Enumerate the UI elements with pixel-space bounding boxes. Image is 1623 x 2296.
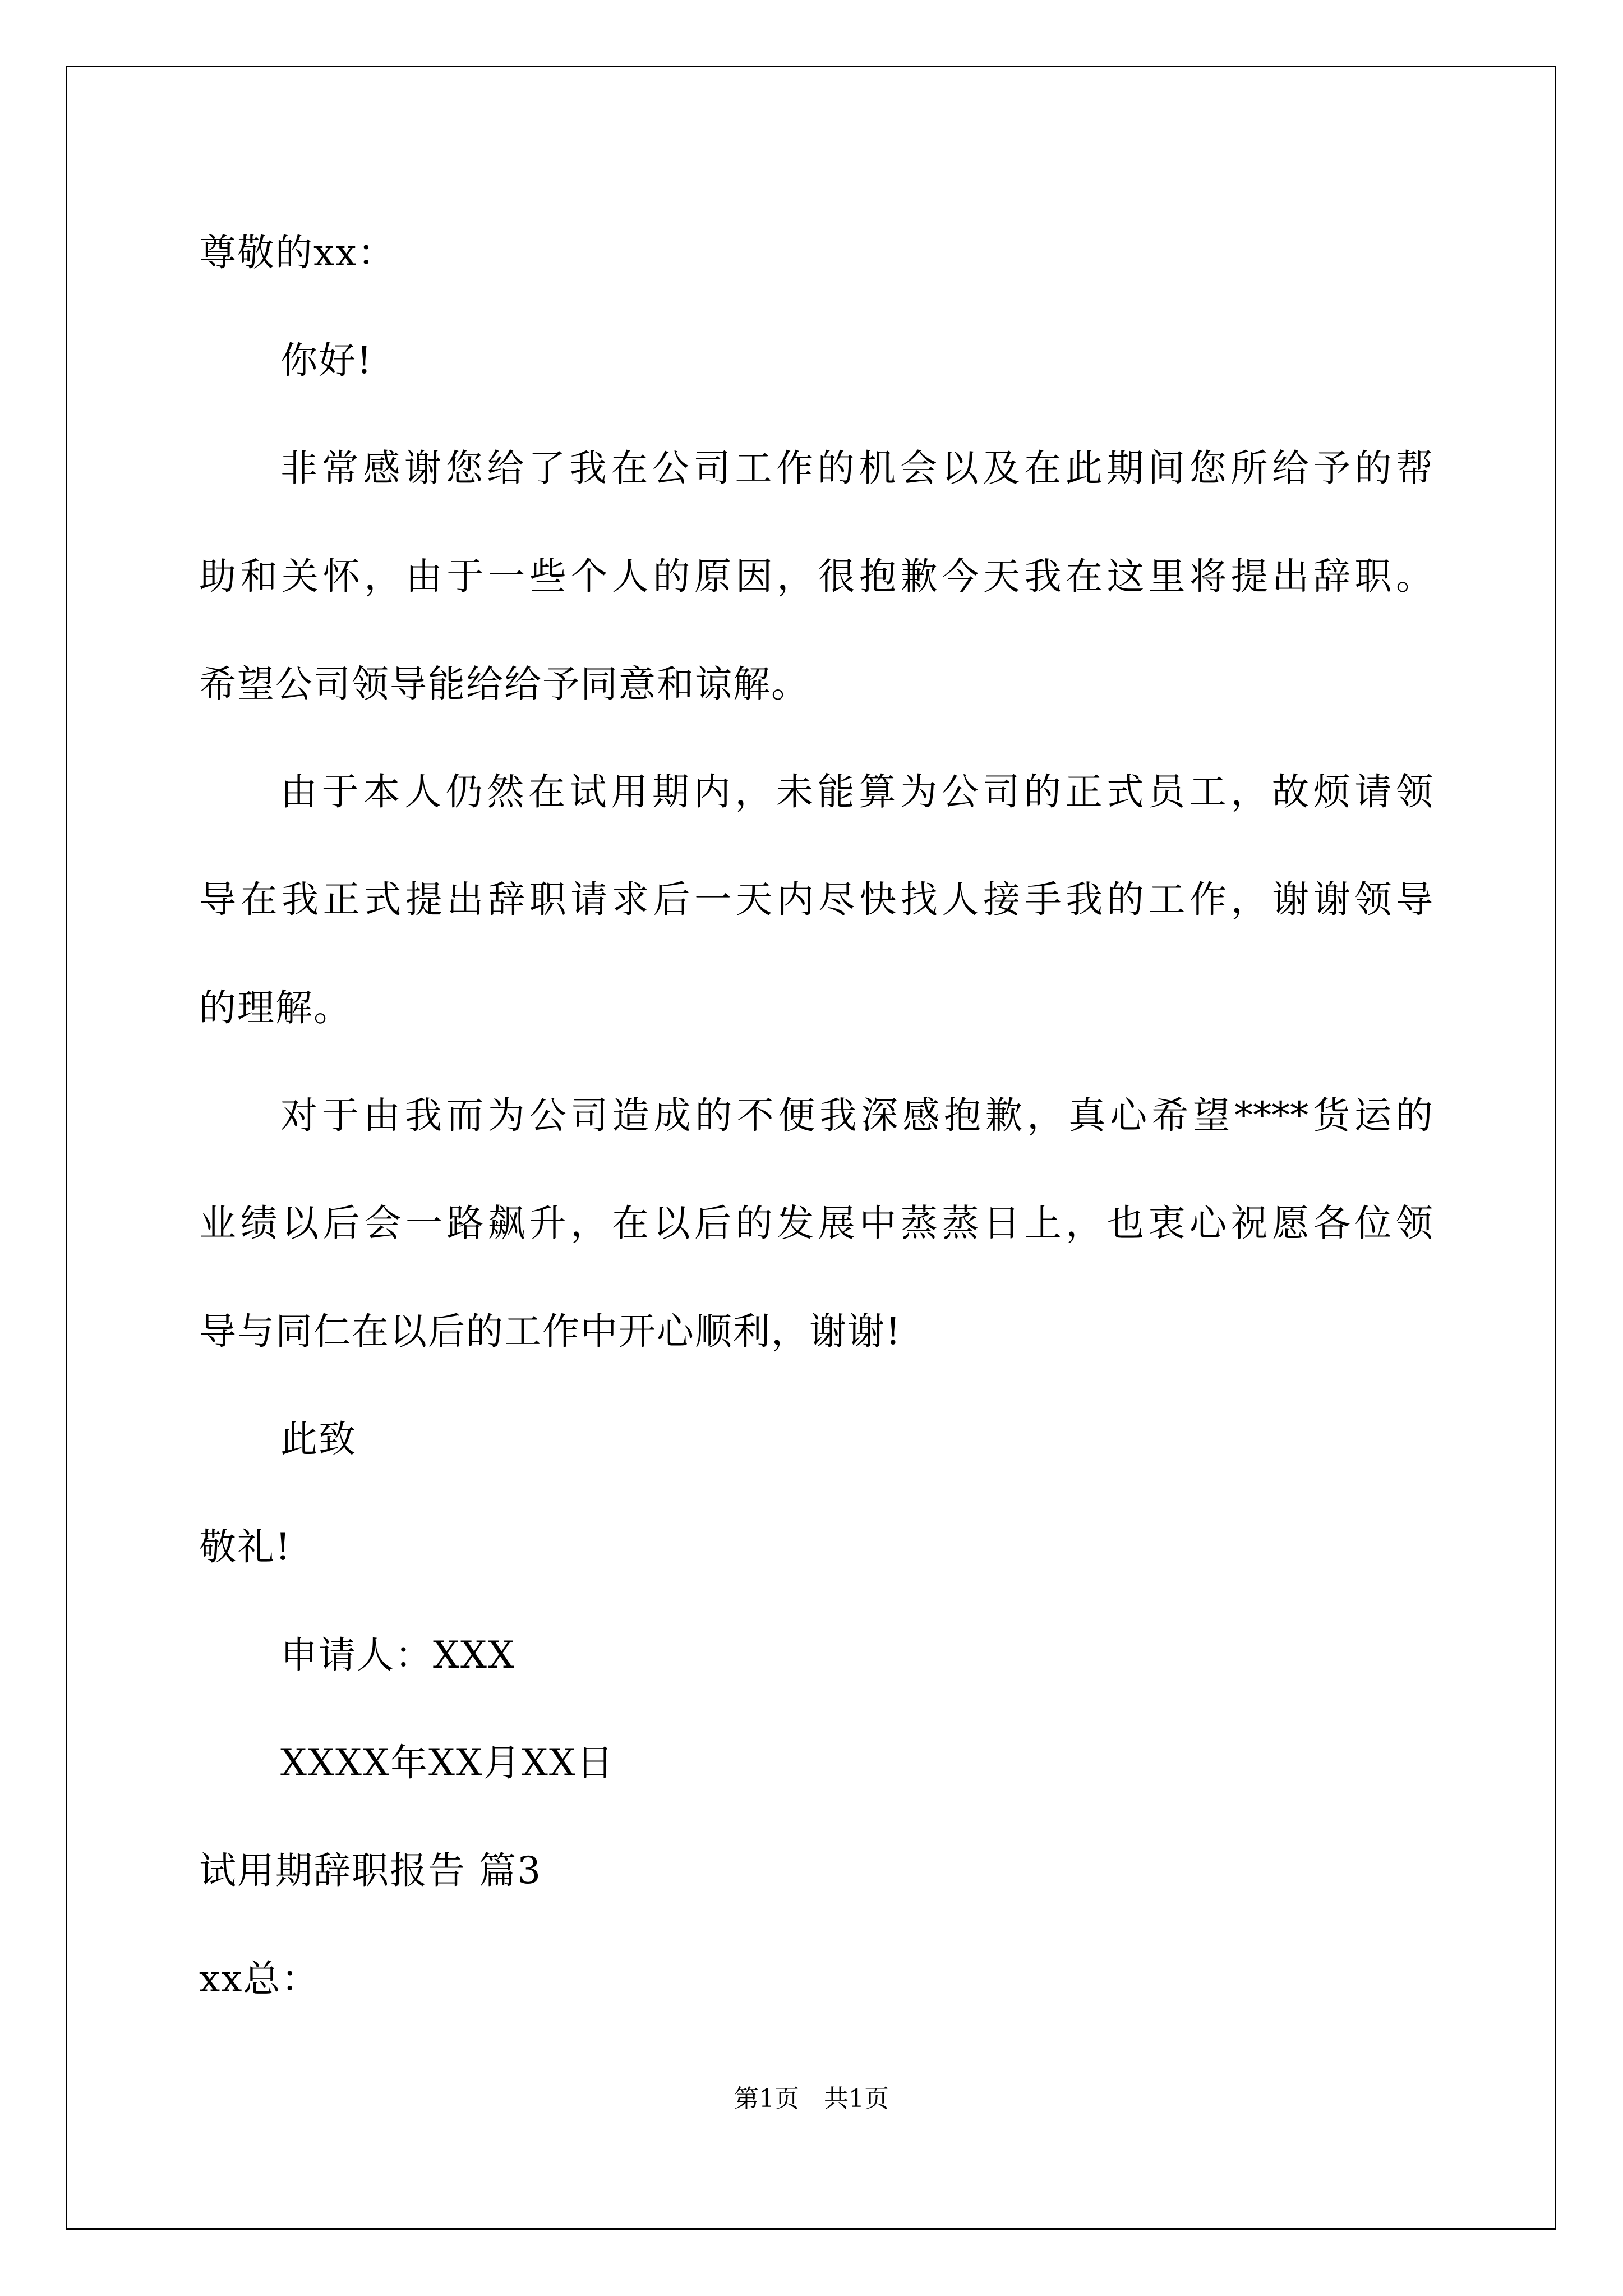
- paragraph-2-line-2: 导在我正式提出辞职请求后一天内尽快找人接手我的工作，谢谢领导: [199, 878, 1433, 921]
- paragraph-1-line-1: 非常感谢您给了我在公司工作的机会以及在此期间您所给予的帮: [280, 447, 1433, 490]
- next-salutation: xx总：: [199, 1957, 320, 2000]
- page-border: [66, 66, 1556, 2230]
- paragraph-3-line-3: 导与同仁在以后的工作中开心顺利，谢谢!: [199, 1310, 902, 1353]
- salutation: 尊敬的xx：: [199, 231, 396, 274]
- paragraph-2-line-1: 由于本人仍然在试用期内，未能算为公司的正式员工，故烦请领: [280, 770, 1433, 813]
- paragraph-3-line-1: 对于由我而为公司造成的不便我深感抱歉，真心希望****货运的: [280, 1094, 1433, 1137]
- page-number-footer: 第1页 共1页: [734, 2085, 889, 2113]
- paragraph-1-line-3: 希望公司领导能给给予同意和谅解。: [199, 662, 809, 706]
- closing-jing-li: 敬礼!: [199, 1525, 292, 1568]
- paragraph-3-line-2: 业绩以后会一路飙升，在以后的发展中蒸蒸日上，也衷心祝愿各位领: [199, 1202, 1433, 1245]
- greeting: 你好!: [280, 339, 373, 382]
- letter-date: XXXX年XX月XX日: [280, 1741, 615, 1784]
- section-title: 试用期辞职报告 篇3: [199, 1849, 542, 1892]
- closing-ci-zhi: 此致: [280, 1418, 357, 1461]
- paragraph-2-line-3: 的理解。: [199, 986, 352, 1029]
- applicant-signature: 申请人：XXX: [280, 1634, 515, 1677]
- paragraph-1-line-2: 助和关怀，由于一些个人的原因，很抱歉今天我在这里将提出辞职。: [199, 555, 1433, 598]
